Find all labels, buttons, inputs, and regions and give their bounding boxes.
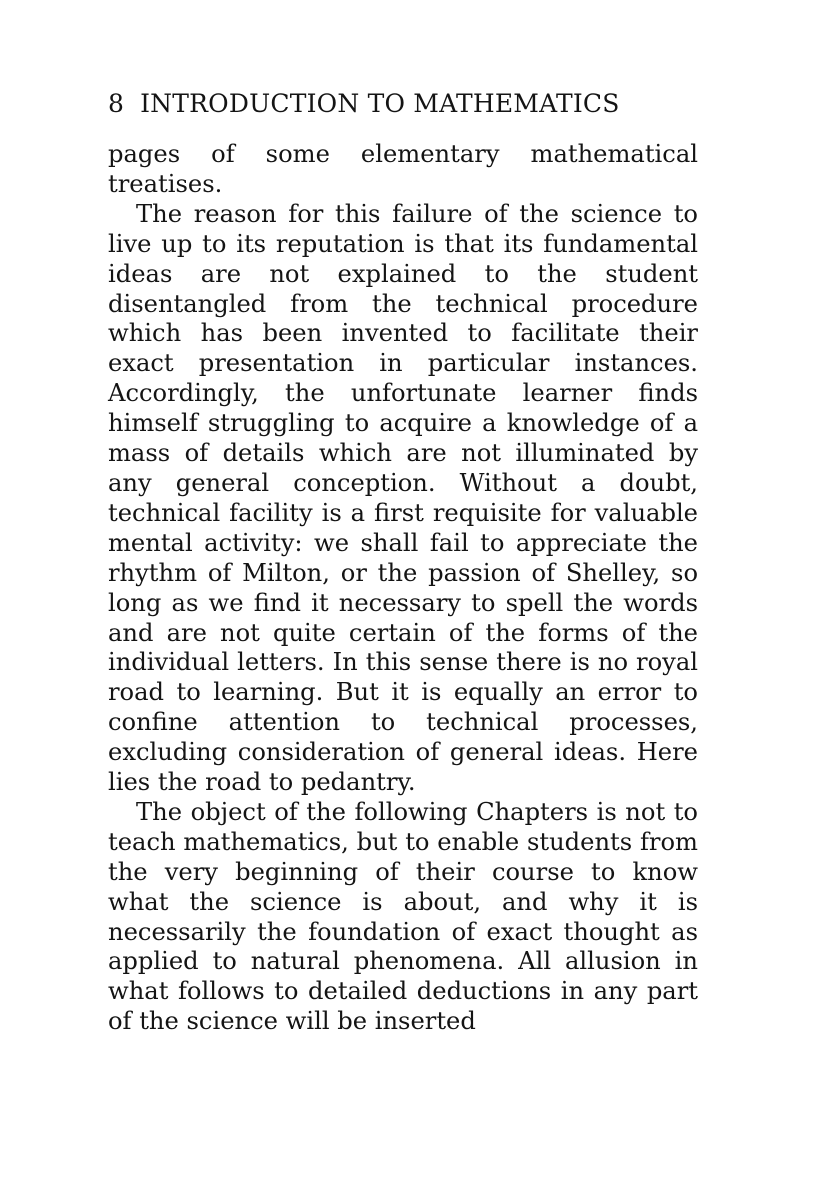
paragraph-object-of-chapters: The object of the following Chapters is not to teach mathematics, but to enable students from the very beginning of their course to know what the science is about, and why it is necessarily the foundation of exact thought as applied to natural phenomena. All allusion in what follows to detailed deductions in any part of the science will be inserted: [108, 797, 698, 1036]
body-text: [108, 140, 698, 1037]
book-page: [108, 88, 698, 1037]
running-title: INTRODUCTION TO MATHEMATICS: [140, 89, 620, 118]
paragraph-continuation: pages of some elementary mathematical treatises.: [108, 140, 698, 198]
paragraph-failure-of-science: The reason for this failure of the science to live up to its reputation is that its fundamental ideas are not explained to the student disentangled from the technical procedure which has been invented to facilitate their exact presentation in particular instances. Accordingly, the unfortunate learner finds himself struggling to acquire a knowledge of a mass of details which are not illuminated by any general conception. Without a doubt, technical facility is a first requisite for valuable mental activity: we shall fail to appreciate the rhythm of Milton, or the passion of Shelley, so long as we find it necessary to spell the words and are not quite certain of the forms of the individual letters. In this sense there is no royal road to learning. But it is equally an error to confine attention to technical processes, excluding consideration of general ideas. Here lies the road to pedantry.: [108, 199, 698, 797]
running-head: [108, 88, 698, 120]
page-number: 8: [108, 89, 125, 118]
